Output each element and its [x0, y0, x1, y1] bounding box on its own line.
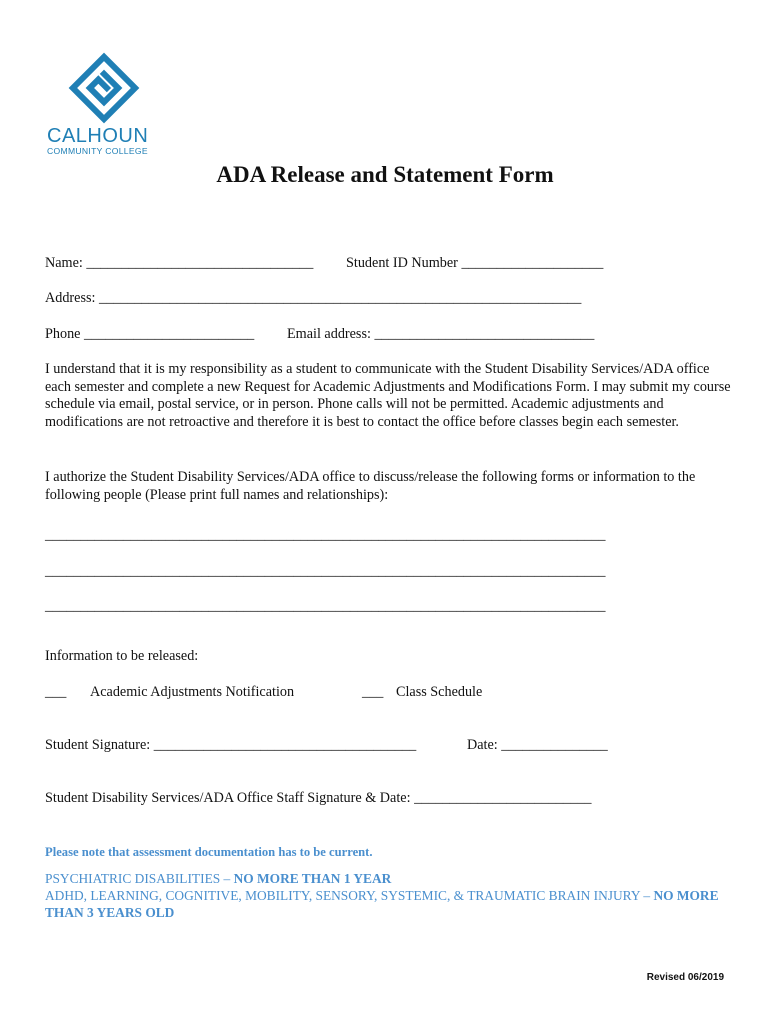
- authorized-person-line-1[interactable]: _______________________________________________________________________________: [45, 527, 606, 543]
- staff-signature-field[interactable]: Student Disability Services/ADA Office Staff Signature & Date: _________________________: [45, 790, 592, 806]
- name-field[interactable]: Name: ________________________________: [45, 255, 314, 271]
- logo-subtitle: COMMUNITY COLLEGE: [47, 146, 148, 156]
- page-title: ADA Release and Statement Form: [216, 162, 554, 187]
- student-id-field[interactable]: Student ID Number ____________________: [346, 255, 604, 271]
- release-heading: Information to be released:: [45, 648, 199, 664]
- phone-field[interactable]: Phone ________________________: [45, 326, 255, 342]
- adhd-line: [45, 888, 735, 922]
- authorized-person-line-3[interactable]: _______________________________________________________________________________: [45, 598, 606, 614]
- student-signature-field[interactable]: Student Signature: _____________________________________: [45, 737, 417, 753]
- date-field[interactable]: Date: _______________: [467, 737, 608, 753]
- revised-date: Revised 06/2019: [646, 972, 724, 983]
- email-field[interactable]: Email address: _______________________________: [287, 326, 595, 342]
- psychiatric-prefix: PSYCHIATRIC DISABILITIES –: [45, 871, 234, 886]
- psychiatric-line: [45, 871, 735, 888]
- logo-name: CALHOUN: [47, 125, 149, 147]
- authorized-person-line-2[interactable]: _______________________________________________________________________________: [45, 563, 606, 579]
- disability-requirements: [45, 871, 735, 921]
- calhoun-logo-icon: [64, 48, 144, 128]
- academic-adjustments-label: Academic Adjustments Notification: [90, 684, 295, 700]
- academic-adjustments-checkbox[interactable]: ___: [45, 684, 67, 700]
- authorization-paragraph: I authorize the Student Disability Services/ADA office to discuss/release the following forms or information to the following people (Please print full names and relationships):: [45, 469, 696, 503]
- adhd-prefix: ADHD, LEARNING, COGNITIVE, MOBILITY, SENSORY, SYSTEMIC, & TRAUMATIC BRAIN INJURY –: [45, 887, 654, 903]
- address-field[interactable]: Address: ____________________________________________________________________: [45, 290, 582, 306]
- psychiatric-limit: NO MORE THAN 1 YEAR: [233, 871, 392, 886]
- class-schedule-label: Class Schedule: [396, 684, 483, 700]
- adhd-limit: NO MORE THAN 3 YEARS OLD: [45, 887, 719, 920]
- documentation-note: Please note that assessment documentation has to be current.: [45, 845, 373, 859]
- responsibility-paragraph: I understand that it is my responsibility as a student to communicate with the Student Disability Services/ADA office each semester and complete a new Request for Academic Adjustments and Modifications Form. I may submit my course schedule via email, postal service, or in person. Phone calls will not be permitted. Academic adjustments and modifications are not retroactive and therefore it is best to contact the office before classes begin each semester.: [45, 361, 731, 430]
- class-schedule-checkbox[interactable]: ___: [362, 684, 384, 700]
